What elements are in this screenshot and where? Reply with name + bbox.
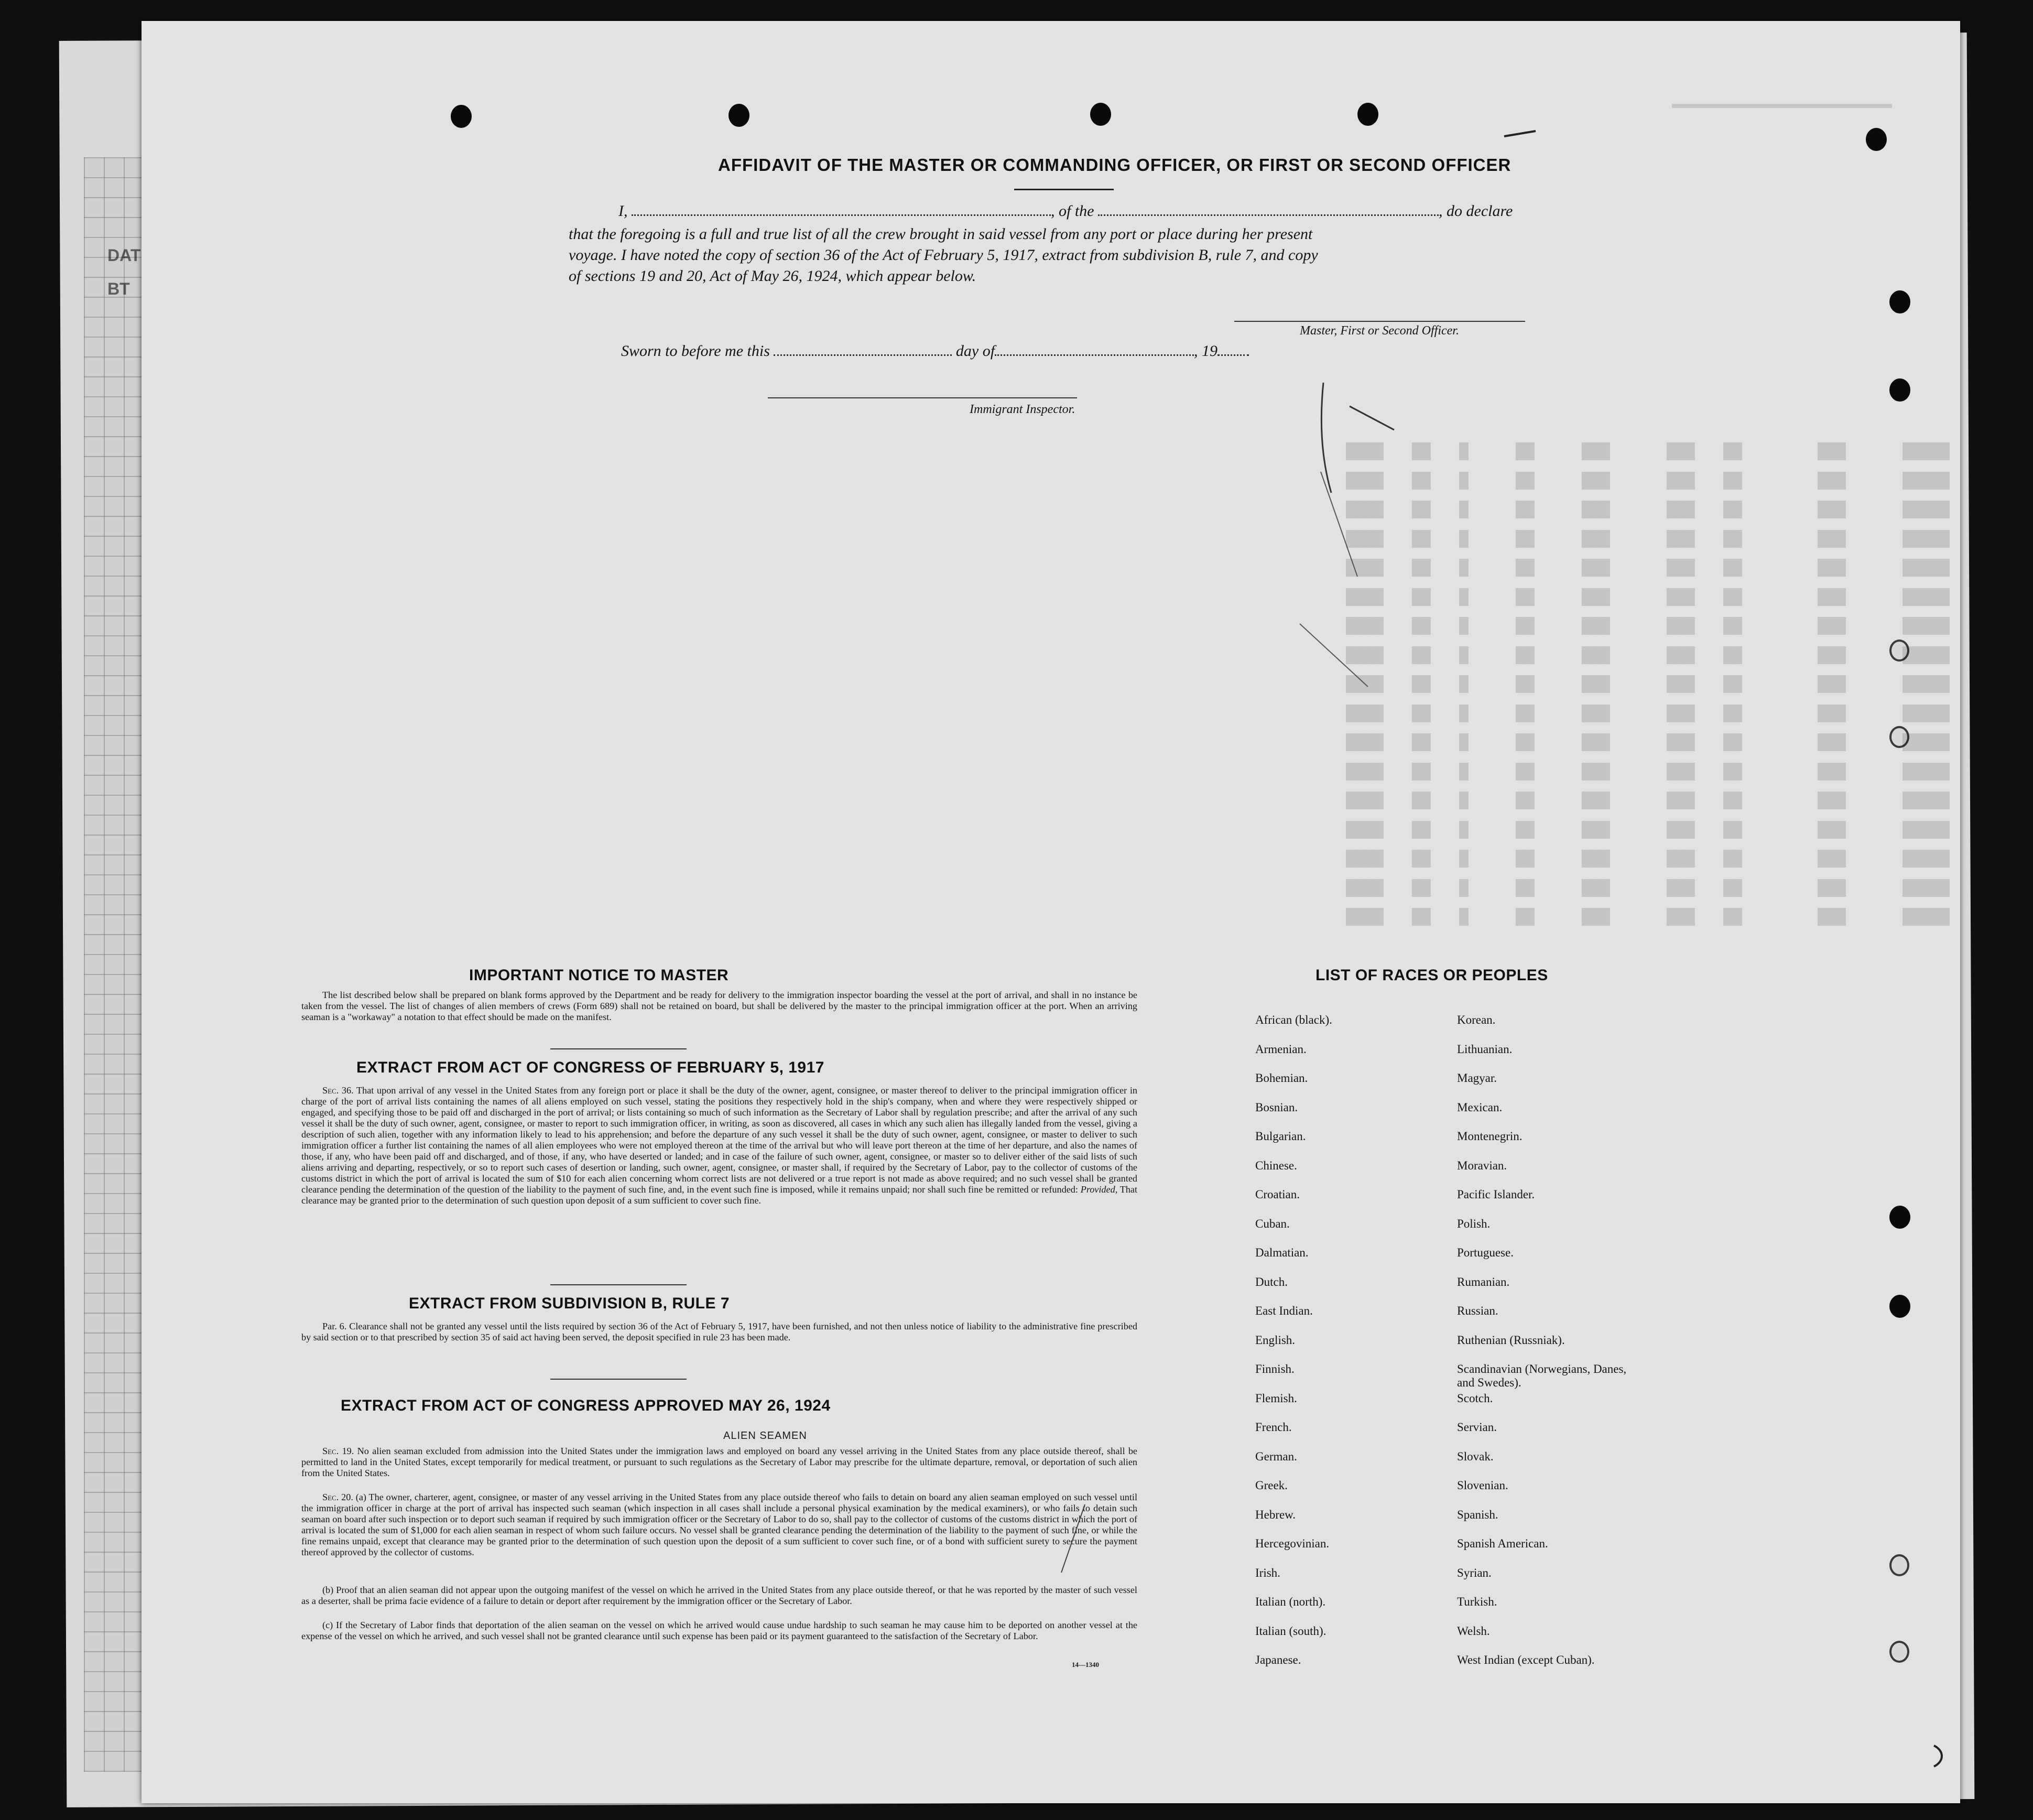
sec-20c-para: (c) If the Secretary of Labor finds that deportation of the alien seaman on the vessel on which he arrived would cause undue hardship to such seaman he may cause him to be deported on another vessel at the expense of the vessel on which he arrived, and such vessel shall not be granted clearance until such expense has been paid or its payment guaranteed to the satisfaction of the Secretary of Labor.	[301, 1620, 1137, 1641]
race-item: German.	[1255, 1449, 1297, 1463]
proviso-label: Provided,	[1080, 1184, 1118, 1195]
bleed-through-left-margin: DAT BT	[107, 246, 141, 298]
section-rule	[550, 1048, 687, 1049]
binder-hole	[729, 104, 749, 127]
section-rule	[550, 1284, 687, 1285]
extract-1917-title: EXTRACT FROM ACT OF CONGRESS OF FEBRUARY 5, 1917	[356, 1059, 824, 1076]
day-of-label: day of	[955, 342, 995, 360]
bleed-through-row: █████ ███ ██ ███ ███ ██ █ ██ ████	[1345, 676, 1950, 694]
race-item: Dutch.	[1255, 1275, 1288, 1288]
bleed-through-crew-rows	[404, 443, 1950, 938]
inspector-signature-line[interactable]	[768, 397, 1077, 398]
graph-paper-strip	[84, 157, 147, 1772]
sec-19-label: Sec. 19.	[322, 1446, 354, 1456]
race-item: Magyar.	[1457, 1071, 1497, 1085]
race-item: East Indian.	[1255, 1304, 1313, 1317]
race-item: Pacific Islander.	[1457, 1188, 1535, 1201]
race-item: Japanese.	[1255, 1653, 1301, 1666]
bleed-through-row: █████ ███ ██ ███ ███ ██ █ ██ ████	[1345, 618, 1950, 635]
races-column-2	[1457, 1013, 1646, 1683]
race-item: Lithuanian.	[1457, 1042, 1513, 1056]
master-signature-line[interactable]	[1234, 321, 1525, 322]
bleed-through-mark	[1672, 104, 1892, 108]
i-label: I,	[618, 202, 628, 220]
race-item: Turkish.	[1457, 1595, 1497, 1608]
affidavit-body-line: that the foregoing is a full and true list of all the crew brought in said vessel from any port or place during her present	[569, 225, 1313, 243]
extract-1917-text	[301, 1085, 1137, 1206]
year-label: , 19	[1194, 342, 1218, 360]
race-item: Ruthenian (Russniak).	[1457, 1333, 1565, 1347]
bleed-through-row: █████ ███ ██ ███ ███ ██ █ ██ ████	[1345, 501, 1950, 519]
title-rule	[1014, 189, 1114, 190]
bleed-through-row: █████ ███ ██ ███ ███ ██ █ ██ ████	[1345, 908, 1950, 926]
race-item: Irish.	[1255, 1566, 1280, 1579]
race-item: Chinese.	[1255, 1158, 1297, 1172]
race-item: Greek.	[1255, 1479, 1288, 1492]
inspector-caption: Immigrant Inspector.	[970, 403, 1075, 416]
bleed-through-row: █████ ███ ██ ███ ███ ██ █ ██ ████	[1345, 443, 1950, 461]
race-item: Montenegrin.	[1457, 1130, 1523, 1143]
race-item: Polish.	[1457, 1217, 1491, 1230]
proviso-text: That clearance may be granted prior to the determination of such question upon deposit of a sum sufficient to cover such fine.	[301, 1184, 1138, 1206]
race-item: Spanish American.	[1457, 1537, 1548, 1550]
race-item: Flemish.	[1255, 1391, 1297, 1405]
sec-19-text: No alien seaman excluded from admission into the United States under the immigration laws and employed on board any vessel arriving in the United States from any place outside thereof, shall be permitted to land in the United States, except temporarily for medical treatment, or pursuant to such regulations as the Secretary of Labor may prescribe for the ultimate departure, removal, or deportation of such alien from the United States.	[301, 1446, 1137, 1478]
form-number: 14—1340	[1072, 1661, 1099, 1669]
race-item: Dalmatian.	[1255, 1246, 1309, 1259]
do-declare-label: , do declare	[1439, 202, 1513, 220]
bleed-through-row: █████ ███ ██ ███ ███ ██ █ ██ ████	[1345, 646, 1950, 665]
alien-seamen-heading: ALIEN SEAMEN	[723, 1430, 807, 1442]
affidavit-body-line: voyage. I have noted the copy of section 36 of the Act of February 5, 1917, extract from subdivision B, rule 7, and copy	[569, 246, 1318, 264]
sec-36-text: That upon arrival of any vessel in the United States from any foreign port or place it shall be the duty of the owner, agent, consignee, or master thereof to deliver to the principal immigration officer in charge of the port of arrival lists containing the names of all aliens employed on such vessel, stating the positions they respectively hold in the ship's company, when and where they were respectively shipped or engaged, and specifying those to be paid off and discharged in the port of arrival; or lists containing so much of such information as the Secretary of Labor shall by regulation prescribe; and after the arrival of any such vessel it shall be the duty of such owner, agent, consignee, or master to report to such immigration officer, in writing, as soon as discovered, all cases in which any such alien has illegally landed from the vessel, giving a description of such alien, together with any information likely to lead to his apprehension; and before the departure of any such vessel it shall be the duty of such owner, agent, consignee, or master to deliver to such immigration officer a further list containing the names of all alien employees who were not employed thereon at the time of the arrival but who will leave port thereon at the time of her departure, and also the names of those, if any, who have been paid off and discharged, and of those, if any, who have deserted or landed; and in case of the failure of such owner, agent, consignee, or master so to deliver either of the said lists of such aliens arriving and departing, respectively, or so to report such cases of desertion or landing, such owner, agent, consignee, or master shall, if required by the Secretary of Labor, pay to the collector of customs of the customs district in which the port of arrival is located the sum of $10 for each alien concerning whom correct lists are not delivered or a true report is not made as above required; and no such vessel shall be granted clearance pending the determination of the question of the liability to the payment of such fine, and, in the event such fine is imposed, while it remains unpaid; nor shall such fine be remitted or refunded:	[301, 1085, 1137, 1195]
vessel-field[interactable]	[1098, 214, 1439, 216]
binder-hole	[1889, 1206, 1910, 1229]
race-item: Rumanian.	[1457, 1275, 1510, 1288]
bleed-through-row: █████ ███ ██ ███ ███ ██ █ ██ ████	[1345, 763, 1950, 781]
race-item: Armenian.	[1255, 1042, 1307, 1056]
name-field[interactable]	[632, 214, 1051, 216]
race-item: Scandinavian (Norwegians, Danes, and Swedes).	[1457, 1362, 1627, 1389]
race-item: African (black).	[1255, 1013, 1332, 1026]
pen-stroke	[1350, 406, 1394, 430]
bleed-through-row: █████ ███ ██ ███ ███ ██ █ ██ ████	[1345, 792, 1950, 810]
sworn-day-field[interactable]	[774, 354, 952, 356]
race-item: Bosnian.	[1255, 1100, 1298, 1114]
affidavit-body-line: of sections 19 and 20, Act of May 26, 1924, which appear below.	[569, 267, 976, 285]
race-item: Croatian.	[1255, 1188, 1300, 1201]
race-item: Welsh.	[1457, 1624, 1490, 1638]
extract-rule7-text: Par. 6. Clearance shall not be granted any vessel until the lists required by section 36 of the Act of February 5, 1917, have been furnished, and not then unless notice of liability to the administrative fine prescribed by said section or to that prescribed by section 35 of said act having been served, the deposit specified in rule 23 has been made.	[301, 1321, 1137, 1342]
race-item: Portuguese.	[1457, 1246, 1514, 1259]
race-item: Hercegovinian.	[1255, 1537, 1330, 1550]
sec-20b-para: (b) Proof that an alien seaman did not appear upon the outgoing manifest of the vessel on which he arrived in the United States from any place outside thereof, or that he was reported by the master of such vessel as a deserter, shall be prima facie evidence of a failure to detain or deport after requirement by the immigration officer or the Secretary of Labor.	[301, 1585, 1137, 1606]
race-item: Cuban.	[1255, 1217, 1290, 1230]
binder-hole	[1889, 1295, 1910, 1318]
races-column-1	[1255, 1013, 1332, 1683]
race-item: Slovenian.	[1457, 1479, 1508, 1492]
bleed-through-row: █████ ███ ██ ███ ███ ██ █ ██ ████	[1345, 850, 1950, 868]
pen-stroke	[1504, 131, 1536, 136]
race-item: West Indian (except Cuban).	[1457, 1653, 1595, 1666]
declaration-line	[618, 202, 1513, 220]
sec-36-label: Sec. 36.	[322, 1085, 354, 1096]
race-item: Bohemian.	[1255, 1071, 1308, 1085]
race-item: Syrian.	[1457, 1566, 1492, 1579]
race-item: Korean.	[1457, 1013, 1496, 1026]
notice-text: The list described below shall be prepared on blank forms approved by the Department and be ready for delivery to the immigration inspector boarding the vessel at the port of arrival, and shall in no instance be taken from the vessel. The list of changes of alien members of crews (Form 689) shall not be retained on board, but shall be delivered by the master to the principal immigration officer at the port. When an arriving seaman is a "workaway" a notation to that effect should be made on the manifest.	[301, 990, 1137, 1022]
bleed-through-row: █████ ███ ██ ███ ███ ██ █ ██ ████	[1345, 879, 1950, 897]
race-item: English.	[1255, 1333, 1296, 1347]
race-item: Italian (north).	[1255, 1595, 1326, 1608]
bleed-through-row: █████ ███ ██ ███ ███ ██ █ ██ ████	[1345, 559, 1950, 577]
sec-20a-para	[301, 1492, 1137, 1558]
notice-title: IMPORTANT NOTICE TO MASTER	[469, 967, 729, 984]
bleed-through-row: █████ ███ ██ ███ ███ ██ █ ██ ████	[1345, 588, 1950, 606]
race-item: Russian.	[1457, 1304, 1498, 1317]
races-title: LIST OF RACES OR PEOPLES	[1316, 967, 1548, 984]
of-the-label: , of the	[1051, 202, 1094, 220]
sec-19-para	[301, 1446, 1137, 1479]
binder-hole	[451, 105, 472, 128]
pen-stroke	[1934, 1746, 1942, 1767]
binder-hole	[1889, 290, 1910, 313]
bleed-through-row: █████ ███ ██ ███ ███ ██ █ ██ ████	[1345, 734, 1950, 752]
race-item: Moravian.	[1457, 1158, 1507, 1172]
manifest-page	[142, 21, 1960, 1803]
bleed-through-row: █████ ███ ██ ███ ███ ██ █ ██ ████	[1345, 472, 1950, 490]
bleed-through-row: █████ ███ ██ ███ ███ ██ █ ██ ████	[1345, 821, 1950, 839]
extract-1924-title: EXTRACT FROM ACT OF CONGRESS APPROVED MAY 26, 1924	[341, 1397, 831, 1414]
master-caption: Master, First or Second Officer.	[1300, 324, 1459, 338]
binder-ring	[1889, 1554, 1909, 1576]
binder-hole	[1889, 378, 1910, 402]
race-item: Finnish.	[1255, 1362, 1295, 1375]
race-item: Scotch.	[1457, 1391, 1493, 1405]
race-item: Bulgarian.	[1255, 1130, 1306, 1143]
binder-hole	[1866, 128, 1887, 151]
race-item: Slovak.	[1457, 1449, 1494, 1463]
affidavit-title: AFFIDAVIT OF THE MASTER OR COMMANDING OFFICER, OR FIRST OR SECOND OFFICER	[718, 155, 1512, 175]
sworn-line	[621, 342, 1249, 360]
binder-hole	[1090, 103, 1111, 126]
bleed-through-row: █████ ███ ██ ███ ███ ██ █ ██ ████	[1345, 530, 1950, 548]
race-item: Italian (south).	[1255, 1624, 1327, 1638]
sworn-month-field[interactable]	[995, 354, 1194, 356]
race-item: French.	[1255, 1421, 1292, 1434]
extract-rule7-title: EXTRACT FROM SUBDIVISION B, RULE 7	[409, 1295, 730, 1312]
section-rule	[550, 1379, 687, 1380]
race-item: Servian.	[1457, 1421, 1497, 1434]
sec-20-label: Sec. 20.	[322, 1492, 353, 1502]
race-item: Spanish.	[1457, 1508, 1498, 1521]
bleed-through-row: █████ ███ ██ ███ ███ ██ █ ██ ████	[1345, 705, 1950, 723]
race-item: Mexican.	[1457, 1100, 1503, 1114]
binder-ring	[1889, 1641, 1909, 1663]
binder-hole	[1357, 103, 1378, 126]
race-item: Hebrew.	[1255, 1508, 1296, 1521]
sworn-label: Sworn to before me this	[621, 342, 770, 360]
sec-20a-text: (a) The owner, charterer, agent, consignee, or master of any vessel arriving in the United States from any place outside thereof who fails to detain on board any alien seaman employed on such vessel until the immigration officer in charge at the port of arrival has inspected such seaman (which inspection in all cases shall include a personal physical examination by the medical examiners), or who fails to detain such seaman on board after such inspection or to deport such seaman if required by such immigration officer or the Secretary of Labor to do so, shall pay to the collector of customs of the customs district in which the port of arrival is located the sum of $1,000 for each alien seaman in respect of whom such failure occurs. No vessel shall be granted clearance pending the determination of the liability to the payment of such fine, or while the fine remains unpaid, except that clearance may be granted prior to the determination of such question upon the deposit of a sum sufficient to cover such fine, or of a bond with sufficient surety to secure the payment thereof approved by the collector of customs.	[301, 1492, 1138, 1557]
sworn-year-field[interactable]	[1217, 354, 1249, 356]
